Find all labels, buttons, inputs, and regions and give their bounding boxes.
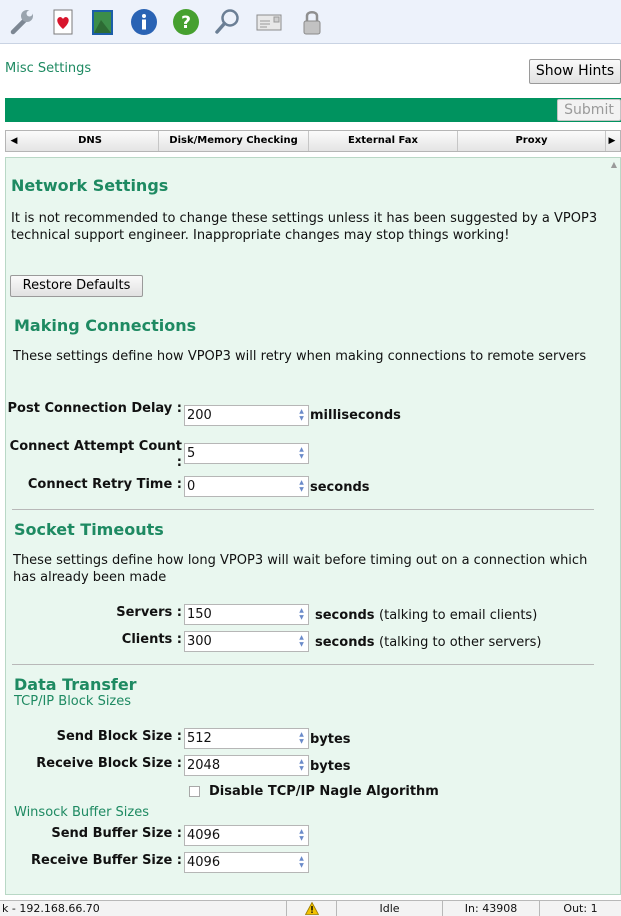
data-transfer-heading: Data Transfer	[14, 675, 137, 694]
mail-icon[interactable]	[254, 6, 284, 38]
connect-retry-time-label: Connect Retry Time :	[27, 477, 182, 492]
connect-retry-time-input[interactable]	[184, 476, 309, 497]
receive-buffer-size-label: Receive Buffer Size :	[31, 853, 182, 868]
send-block-size-label: Send Block Size :	[56, 729, 182, 744]
making-connections-heading: Making Connections	[14, 316, 197, 335]
receive-block-size-input[interactable]	[184, 755, 309, 776]
status-state: Idle	[336, 901, 442, 916]
tab-dns[interactable]: DNS	[22, 131, 159, 151]
socket-timeouts-heading: Socket Timeouts	[14, 520, 164, 539]
clients-timeout-unit-text: seconds	[315, 635, 375, 650]
servers-timeout-unit	[315, 608, 537, 623]
clients-timeout-value: 300	[187, 634, 212, 649]
toolbar	[0, 0, 621, 44]
heart-document-icon[interactable]	[48, 6, 78, 38]
connect-attempt-count-value: 5	[187, 446, 196, 461]
spinner-icon[interactable]: ▲ ▼	[299, 408, 304, 422]
divider	[12, 509, 594, 510]
servers-timeout-unit-text: seconds	[315, 608, 375, 623]
winsock-buffer-sizes-subheading: Winsock Buffer Sizes	[14, 805, 150, 820]
status-warning-cell	[286, 901, 336, 916]
scroll-up-icon[interactable]: ▲	[610, 160, 617, 169]
tab-disk-memory-checking[interactable]: Disk/Memory Checking	[159, 131, 309, 151]
info-icon[interactable]	[129, 6, 159, 38]
settings-panel	[5, 157, 621, 895]
post-connection-delay-input[interactable]	[184, 405, 309, 426]
servers-timeout-label: Servers :	[116, 605, 182, 620]
status-address: k - 192.168.66.70	[2, 902, 100, 915]
post-connection-delay-unit: milliseconds	[310, 408, 401, 423]
making-connections-desc: These settings define how VPOP3 will retry when making connections to remote servers	[13, 349, 587, 364]
clients-timeout-input[interactable]	[184, 631, 309, 652]
clients-timeout-note: (talking to other servers)	[379, 635, 542, 650]
image-icon[interactable]	[87, 6, 117, 38]
magnifier-icon[interactable]	[212, 6, 242, 38]
receive-block-size-value: 2048	[187, 758, 221, 773]
spinner-icon[interactable]: ▲ ▼	[299, 634, 304, 648]
svg-text:?: ?	[181, 13, 191, 33]
receive-block-size-unit: bytes	[310, 759, 351, 774]
disable-nagle-label: Disable TCP/IP Nagle Algorithm	[209, 784, 439, 799]
send-buffer-size-label: Send Buffer Size :	[51, 826, 182, 841]
status-in: In: 43908	[442, 901, 539, 916]
network-warning-text: It is not recommended to change these settings unless it has been suggested by a VPOP3 technical support engineer. Inappropriate changes may stop things working!	[11, 211, 598, 243]
tab-proxy[interactable]: Proxy	[458, 131, 606, 151]
receive-block-size-label: Receive Block Size :	[36, 756, 182, 771]
send-buffer-size-input[interactable]	[184, 825, 309, 846]
divider	[12, 664, 594, 665]
network-settings-heading: Network Settings	[11, 176, 169, 195]
spinner-icon[interactable]: ▲ ▼	[299, 758, 304, 772]
servers-timeout-note: (talking to email clients)	[379, 608, 538, 623]
receive-buffer-size-input[interactable]	[184, 852, 309, 873]
spinner-icon[interactable]: ▲ ▼	[299, 446, 304, 460]
clients-timeout-unit	[315, 635, 542, 650]
send-block-size-value: 512	[187, 731, 212, 746]
servers-timeout-input[interactable]	[184, 604, 309, 625]
post-connection-delay-value: 200	[187, 408, 212, 423]
tab-external-fax[interactable]: External Fax	[309, 131, 458, 151]
status-out: Out: 1	[539, 901, 621, 916]
tab-scroll-right-icon[interactable]: ▶	[608, 136, 616, 146]
spinner-icon[interactable]: ▲ ▼	[299, 731, 304, 745]
warning-icon	[305, 902, 319, 915]
clients-timeout-label: Clients :	[121, 632, 182, 647]
spinner-icon[interactable]: ▲ ▼	[299, 479, 304, 493]
connect-attempt-count-input[interactable]	[184, 443, 309, 464]
submit-bar	[5, 98, 621, 122]
connect-retry-time-unit: seconds	[310, 480, 370, 495]
tab-scroll-left-icon[interactable]: ◀	[10, 136, 18, 146]
spinner-icon[interactable]: ▲ ▼	[299, 607, 304, 621]
show-hints-button[interactable]: Show Hints	[529, 59, 621, 84]
disable-nagle-checkbox[interactable]	[189, 786, 200, 797]
post-connection-delay-label: Post Connection Delay :	[7, 401, 182, 416]
send-buffer-size-value: 4096	[187, 828, 221, 843]
socket-timeouts-desc: These settings define how long VPOP3 will wait before timing out on a connection which has already been made	[13, 553, 588, 585]
spinner-icon[interactable]: ▲ ▼	[299, 828, 304, 842]
connect-attempt-count-label: Connect Attempt Count :	[9, 439, 182, 470]
spinner-icon[interactable]: ▲ ▼	[299, 855, 304, 869]
connect-retry-time-value: 0	[187, 479, 196, 494]
padlock-icon[interactable]	[297, 6, 327, 38]
tab-strip	[5, 130, 621, 152]
tcpip-block-sizes-subheading: TCP/IP Block Sizes	[14, 694, 132, 709]
submit-button[interactable]: Submit	[557, 99, 621, 121]
servers-timeout-value: 150	[187, 607, 212, 622]
page-title: Misc Settings	[5, 61, 92, 76]
send-block-size-unit: bytes	[310, 732, 351, 747]
receive-buffer-size-value: 4096	[187, 855, 221, 870]
send-block-size-input[interactable]	[184, 728, 309, 749]
wrench-icon[interactable]	[6, 6, 36, 38]
help-icon[interactable]	[171, 6, 201, 38]
status-bar	[0, 900, 621, 916]
restore-defaults-button[interactable]: Restore Defaults	[10, 275, 143, 297]
